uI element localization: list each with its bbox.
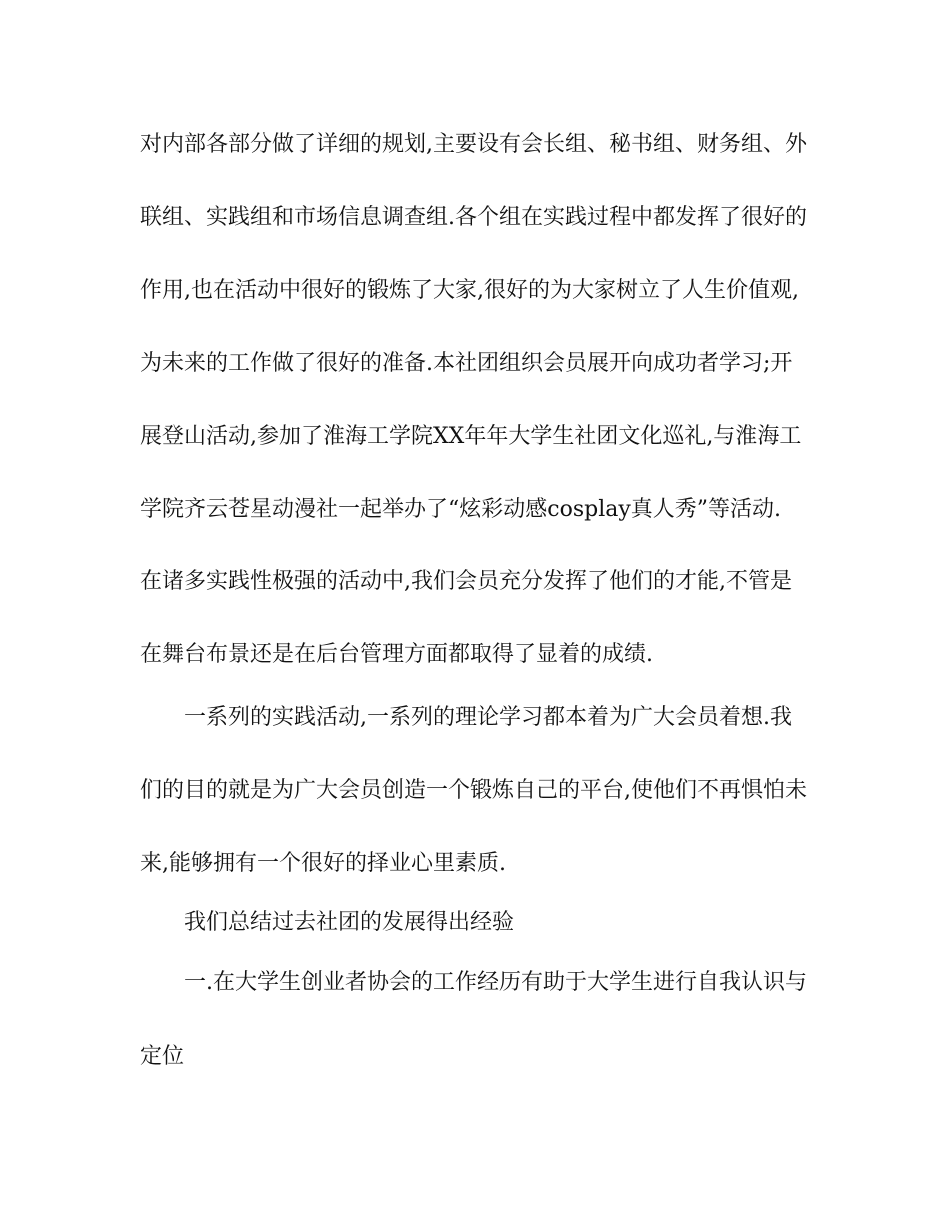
section-heading-line: 我们总结过去社团的发展得出经验 xyxy=(184,910,515,935)
text-line: 在舞台布景还是在后台管理方面都取得了显着的成绩. xyxy=(140,642,653,667)
text-line: 定位 xyxy=(140,1044,185,1069)
numbered-item-line: 一.在大学生创业者协会的工作经历有助于大学生进行自我认识与 xyxy=(184,970,807,995)
text-line: 们的目的就是为广大会员创造一个锻炼自己的平台,使他们不再惧怕未 xyxy=(140,778,807,803)
paragraph-start-line: 一系列的实践活动,一系列的理论学习都本着为广大会员着想.我 xyxy=(184,705,792,730)
text-line: 来,能够拥有一个很好的择业心里素质. xyxy=(140,851,506,876)
text-line: 联组、实践组和市场信息调查组.各个组在实践过程中都发挥了很好的 xyxy=(140,205,807,230)
text-line: 学院齐云苍星动漫社一起举办了“炫彩动感cosplay真人秀”等活动. xyxy=(140,497,782,522)
text-line: 在诸多实践性极强的活动中,我们会员充分发挥了他们的才能,不管是 xyxy=(140,569,792,594)
text-line: 展登山活动,参加了淮海工学院XX年年大学生社团文化巡礼,与淮海工 xyxy=(140,424,802,449)
text-line: 对内部各部分做了详细的规划,主要设有会长组、秘书组、财务组、外 xyxy=(140,132,807,157)
text-line: 作用,也在活动中很好的锻炼了大家,很好的为大家树立了人生价值观, xyxy=(140,278,799,303)
text-line: 为未来的工作做了很好的准备.本社团组织会员展开向成功者学习;开 xyxy=(140,351,793,376)
